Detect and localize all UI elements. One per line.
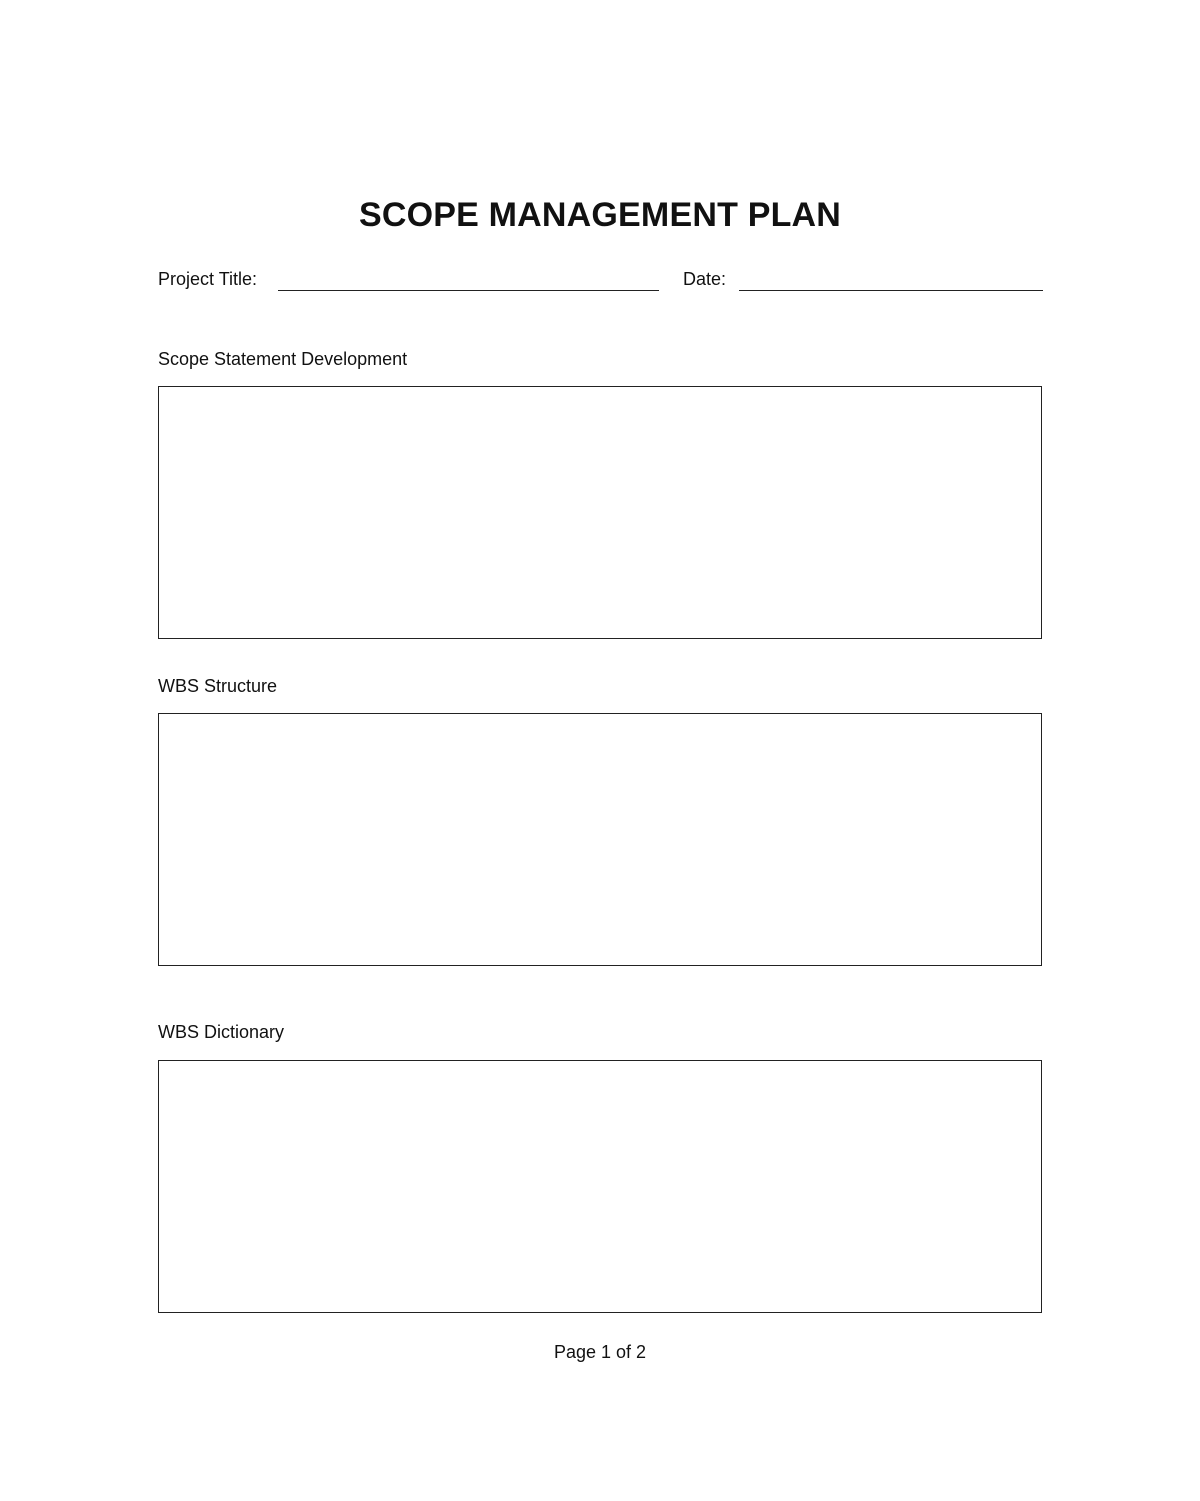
page-title: SCOPE MANAGEMENT PLAN [358, 196, 842, 234]
project-title-label: Project Title: [158, 269, 258, 289]
date-label: Date: [683, 269, 727, 289]
page-number: Page 1 of 2 [553, 1342, 647, 1362]
wbs-dictionary-label: WBS Dictionary [158, 1022, 285, 1042]
wbs-structure-box[interactable] [158, 713, 1042, 966]
project-title-field[interactable] [278, 290, 659, 291]
date-field[interactable] [739, 290, 1043, 291]
wbs-dictionary-box[interactable] [158, 1060, 1042, 1313]
scope-statement-development-label: Scope Statement Development [158, 349, 408, 369]
scope-statement-development-box[interactable] [158, 386, 1042, 639]
wbs-structure-label: WBS Structure [158, 676, 278, 696]
